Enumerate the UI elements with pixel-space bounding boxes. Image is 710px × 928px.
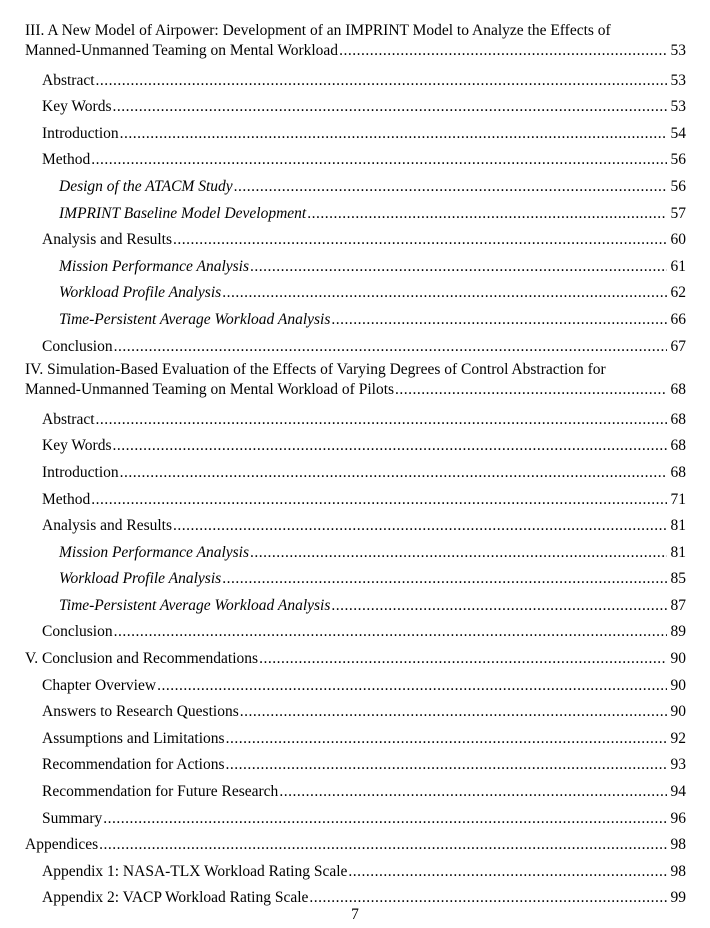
toc-entry [25,227,686,254]
toc-entry-page: 90 [670,676,686,694]
toc-entry-page: 81 [670,517,686,535]
toc-entry [25,752,686,779]
toc-entry [25,566,686,593]
toc-entry-title: Workload Profile Analysis [59,284,222,302]
toc-entry-page: 94 [670,783,686,801]
toc-entry-page: 98 [670,836,686,854]
toc-entry [25,487,686,514]
toc-entry-page: 54 [670,124,686,142]
toc-entry-page: 71 [670,490,686,508]
dot-leader [222,566,667,593]
toc-entry-title-line2 [25,380,686,400]
toc-entry [25,407,686,434]
toc-entry [25,806,686,833]
toc-entry [25,832,686,859]
dot-leader [226,726,667,753]
toc-entry-page: 68 [670,463,686,481]
toc-entry-page: 96 [670,809,686,827]
toc-entry-page: 85 [670,570,686,588]
toc-entry [25,779,686,806]
toc-entry [25,280,686,307]
toc-entry-title: Recommendation for Future Research [42,783,279,801]
toc-entry-page: 90 [670,703,686,721]
toc-entry [25,254,686,281]
dot-leader [173,227,667,254]
toc-entry [25,21,686,61]
toc-entry [25,201,686,228]
toc-entry-title: Mission Performance Analysis [59,543,250,561]
toc-entry-title: Introduction [42,124,119,142]
toc-entry-title: Design of the ATACM Study [59,177,233,195]
toc-entry-title: V. Conclusion and Recommendations [25,650,259,668]
toc-entry-title: Summary [42,809,103,827]
dot-leader [250,254,667,281]
toc-entry [25,460,686,487]
dot-leader [114,619,667,646]
dot-leader [331,307,667,334]
toc-entry [25,433,686,460]
toc-entry-page: 87 [670,596,686,614]
toc-entry-title: Appendix 2: VACP Workload Rating Scale [42,889,309,907]
dot-leader [240,699,667,726]
dot-leader [226,752,667,779]
toc-entry [25,94,686,121]
dot-leader [395,380,667,400]
dot-leader [279,779,667,806]
toc-entry [25,360,686,400]
dot-leader [234,174,667,201]
toc-entry-title: Manned-Unmanned Teaming on Mental Workload of Pilots [25,381,395,399]
dot-leader [91,487,667,514]
dot-leader [173,513,667,540]
dot-leader [348,859,667,886]
toc-entry-page: 99 [670,889,686,907]
toc-entry [25,174,686,201]
toc-entry [25,513,686,540]
toc-entry-title: IMPRINT Baseline Model Development [59,204,307,222]
dot-leader [120,460,667,487]
dot-leader [113,433,667,460]
page-number: 7 [351,906,359,923]
toc-entry-title-line1: IV. Simulation-Based Evaluation of the Effects of Varying Degrees of Control Abstraction for [25,361,606,379]
toc-entry-page: 68 [670,437,686,455]
toc-entry-page: 68 [670,410,686,428]
toc-entry [25,593,686,620]
toc-entry [25,307,686,334]
toc-entry [25,699,686,726]
dot-leader [120,121,667,148]
toc-entry-title: Time-Persistent Average Workload Analysis [59,310,331,328]
toc-entry-page: 56 [670,151,686,169]
toc-entry-title: Introduction [42,463,119,481]
dot-leader [114,334,667,361]
toc-entry-title: Chapter Overview [42,676,157,694]
toc-entry-title: Analysis and Results [42,231,173,249]
toc-entry [25,673,686,700]
toc-entry [25,619,686,646]
table-of-contents [25,21,686,912]
toc-entry [25,646,686,673]
toc-entry-title: Assumptions and Limitations [42,729,225,747]
toc-entry [25,859,686,886]
toc-entry-title-line1: III. A New Model of Airpower: Development of an IMPRINT Model to Analyze the Effects of [25,22,611,39]
toc-entry-title: Conclusion [42,337,113,355]
toc-entry-title: Analysis and Results [42,517,173,535]
dot-leader [96,68,667,95]
toc-entry-page: 62 [670,284,686,302]
toc-entry-title: Mission Performance Analysis [59,257,250,275]
dot-leader [91,147,667,174]
toc-entry-page: 81 [670,543,686,561]
toc-entry-title: Conclusion [42,623,113,641]
dot-leader [250,540,667,567]
toc-entry-page: 53 [670,71,686,89]
toc-entry-title: Method [42,151,91,169]
toc-entry [25,147,686,174]
toc-entry-title: Manned-Unmanned Teaming on Mental Workload [25,42,339,59]
toc-entry-page: 68 [670,381,686,399]
toc-entry [25,68,686,95]
toc-entry-title: Key Words [42,98,112,116]
dot-leader [259,646,667,673]
toc-entry-page: 90 [670,650,686,668]
dot-leader [99,832,667,859]
toc-entry-title: Method [42,490,91,508]
toc-entry [25,726,686,753]
toc-entry-page: 60 [670,231,686,249]
toc-entry [25,121,686,148]
toc-entry-title: Key Words [42,437,112,455]
toc-entry-page: 98 [670,862,686,880]
toc-entry-page: 56 [670,177,686,195]
toc-entry-page: 66 [670,310,686,328]
toc-entry-page: 61 [670,257,686,275]
toc-entry-page: 67 [670,337,686,355]
dot-leader [339,41,667,61]
toc-entry-page: 53 [670,42,686,59]
toc-entry-title: Abstract [42,410,95,428]
toc-entry-page: 53 [670,98,686,116]
toc-entry-title: Appendices [25,836,99,854]
toc-entry-title: Time-Persistent Average Workload Analysis [59,596,331,614]
toc-entry-title: Abstract [42,71,95,89]
toc-entry-page: 93 [670,756,686,774]
dot-leader [96,407,667,434]
toc-entry-title-line2 [25,41,686,61]
dot-leader [222,280,667,307]
dot-leader [103,806,667,833]
toc-entry-title: Appendix 1: NASA-TLX Workload Rating Scale [42,862,348,880]
dot-leader [157,673,667,700]
toc-entry-page: 57 [670,204,686,222]
toc-entry-title: Recommendation for Actions [42,756,225,774]
toc-entry-title: Workload Profile Analysis [59,570,222,588]
dot-leader [331,593,667,620]
toc-entry [25,540,686,567]
toc-entry [25,334,686,361]
toc-entry-page: 92 [670,729,686,747]
toc-entry-title: Answers to Research Questions [42,703,239,721]
toc-entry-page: 89 [670,623,686,641]
dot-leader [307,201,667,228]
dot-leader [113,94,667,121]
